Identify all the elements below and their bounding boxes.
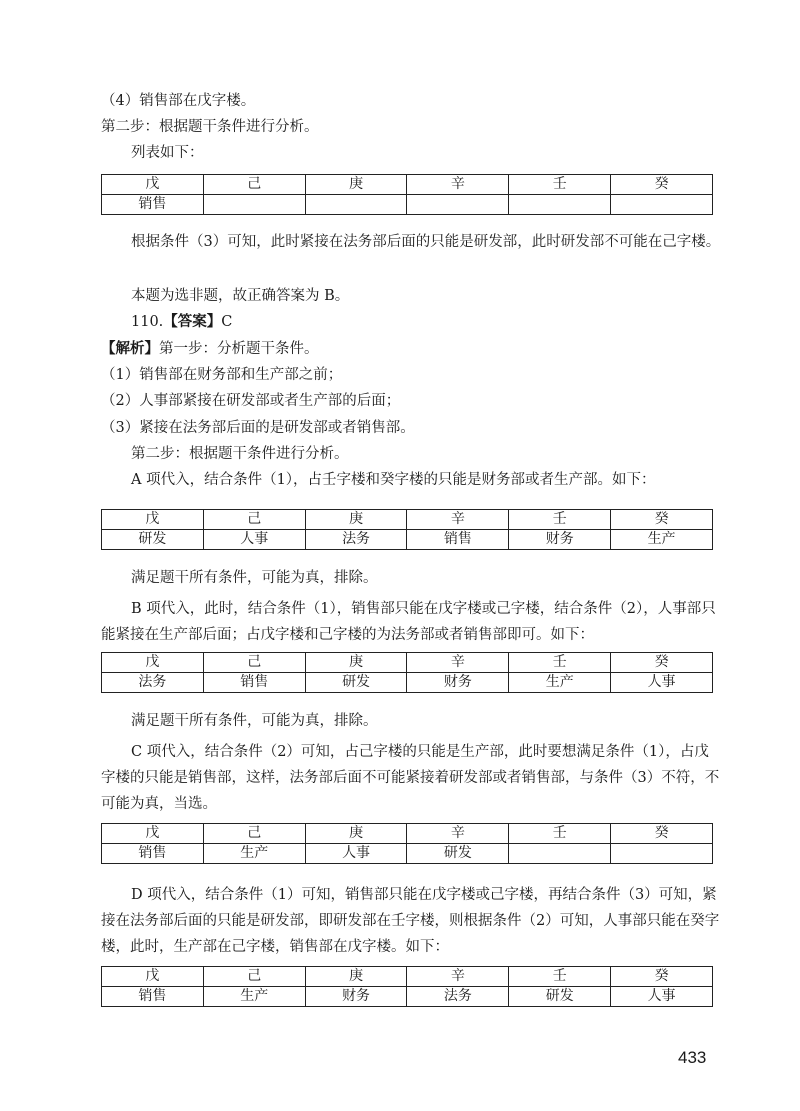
table-option-b	[101, 652, 713, 693]
header-cell: 戊	[102, 967, 204, 987]
header-cell: 庚	[305, 824, 407, 844]
conclusion-line: 本题为选非题，故正确答案为 B。	[131, 288, 350, 304]
table-cell	[509, 844, 611, 864]
table-cell: 研发	[102, 530, 204, 550]
header-cell: 戊	[102, 653, 204, 673]
header-cell: 辛	[407, 510, 509, 530]
header-cell: 己	[203, 175, 305, 195]
condition-3-line: （3）紧接在法务部后面的是研发部或者销售部。	[101, 420, 415, 436]
header-cell: 癸	[611, 175, 713, 195]
header-cell: 壬	[509, 175, 611, 195]
header-cell: 癸	[611, 967, 713, 987]
option-a-result: 满足题干所有条件，可能为真，排除。	[131, 570, 378, 586]
table-cell: 研发	[509, 987, 611, 1007]
condition-1-line: （1）销售部在财务部和生产部之前；	[101, 367, 343, 383]
header-cell: 辛	[407, 175, 509, 195]
table-option-d	[101, 966, 713, 1007]
table-cell: 法务	[102, 673, 204, 693]
header-cell: 辛	[407, 824, 509, 844]
table-cell: 生产	[611, 530, 713, 550]
table-option-c	[101, 823, 713, 864]
table-cell	[407, 195, 509, 215]
step-two-line: 第二步：根据题干条件进行分析。	[101, 119, 319, 135]
table-cell	[611, 844, 713, 864]
option-c-paragraph: C 项代入，结合条件（2）可知，占己字楼的只能是生产部，此时要想满足条件（1），占戊字楼的只能是销售部，这样，法务部后面不可能紧接着研发部或者销售部，与条件（3）不符，不可能为真，当选。	[101, 744, 720, 812]
table-1	[101, 174, 713, 215]
header-cell: 庚	[305, 653, 407, 673]
table-cell: 人事	[203, 530, 305, 550]
option-d-paragraph: D 项代入，结合条件（1）可知，销售部只能在戊字楼或己字楼，再结合条件（3）可知，紧接在法务部后面的只能是研发部，即研发部在壬字楼，则根据条件（2）可知，人事部只能在癸字楼，此时，生产部在己字楼，销售部在戊字楼。如下：	[101, 887, 720, 955]
table-cell: 法务	[305, 530, 407, 550]
header-cell: 庚	[305, 510, 407, 530]
step-two-line-b: 第二步：根据题干条件进行分析。	[131, 446, 349, 462]
header-cell: 己	[203, 967, 305, 987]
table-cell: 法务	[407, 987, 509, 1007]
header-cell: 己	[203, 653, 305, 673]
explanation-line	[101, 339, 721, 360]
condition-4-line: （4）销售部在戊字楼。	[101, 93, 256, 109]
table-header-row	[102, 175, 713, 195]
table-cell: 人事	[611, 987, 713, 1007]
table-cell: 人事	[611, 673, 713, 693]
question-number: 110.	[131, 314, 164, 330]
table-header-row	[102, 967, 713, 987]
explanation-text: 第一步：分析题干条件。	[159, 341, 319, 357]
header-cell: 癸	[611, 653, 713, 673]
header-cell: 庚	[305, 175, 407, 195]
table-row	[102, 530, 713, 550]
table-header-row	[102, 510, 713, 530]
table-cell: 财务	[509, 530, 611, 550]
table-cell	[305, 195, 407, 215]
table-cell: 生产	[203, 987, 305, 1007]
table-cell: 销售	[203, 673, 305, 693]
header-cell: 辛	[407, 653, 509, 673]
table-header-row	[102, 824, 713, 844]
header-cell: 戊	[102, 175, 204, 195]
header-cell: 癸	[611, 510, 713, 530]
table-cell: 生产	[509, 673, 611, 693]
option-b-paragraph: B 项代入，此时，结合条件（1），销售部只能在戊字楼或己字楼，结合条件（2），人事部只能紧接在生产部后面；占戊字楼和己字楼的为法务部或者销售部即可。如下：	[101, 601, 716, 643]
list-intro-line: 列表如下：	[131, 145, 204, 161]
table-cell: 销售	[102, 195, 204, 215]
table-cell: 销售	[102, 844, 204, 864]
analysis-paragraph: 根据条件（3）可知，此时紧接在法务部后面的只能是研发部，此时研发部不可能在己字楼。	[131, 234, 721, 250]
header-cell: 己	[203, 510, 305, 530]
table-option-a	[101, 509, 713, 550]
table-cell: 销售	[102, 987, 204, 1007]
option-a-line: A 项代入，结合条件（1），占壬字楼和癸字楼的只能是财务部或者生产部。如下：	[131, 472, 656, 488]
header-cell: 壬	[509, 967, 611, 987]
table-cell: 人事	[305, 844, 407, 864]
header-cell: 壬	[509, 653, 611, 673]
option-b-result: 满足题干所有条件，可能为真，排除。	[131, 713, 378, 729]
page-number: 433	[678, 1048, 707, 1067]
table-cell: 生产	[203, 844, 305, 864]
table-cell: 财务	[305, 987, 407, 1007]
table-cell: 销售	[407, 530, 509, 550]
table-row	[102, 987, 713, 1007]
answer-tag: 【答案】	[163, 314, 222, 330]
table-header-row	[102, 653, 713, 673]
header-cell: 辛	[407, 967, 509, 987]
table-cell: 研发	[305, 673, 407, 693]
header-cell: 壬	[509, 824, 611, 844]
header-cell: 戊	[102, 824, 204, 844]
table-cell	[611, 195, 713, 215]
explanation-tag: 【解析】	[101, 341, 159, 357]
header-cell: 庚	[305, 967, 407, 987]
header-cell: 戊	[102, 510, 204, 530]
table-cell: 财务	[407, 673, 509, 693]
table-row	[102, 195, 713, 215]
answer-value: C	[221, 314, 233, 330]
table-cell: 研发	[407, 844, 509, 864]
condition-2-line: （2）人事部紧接在研发部或者生产部的后面；	[101, 393, 401, 409]
header-cell: 壬	[509, 510, 611, 530]
header-cell: 己	[203, 824, 305, 844]
table-cell	[203, 195, 305, 215]
table-row	[102, 673, 713, 693]
table-row	[102, 844, 713, 864]
answer-line	[101, 312, 721, 333]
table-cell	[509, 195, 611, 215]
header-cell: 癸	[611, 824, 713, 844]
